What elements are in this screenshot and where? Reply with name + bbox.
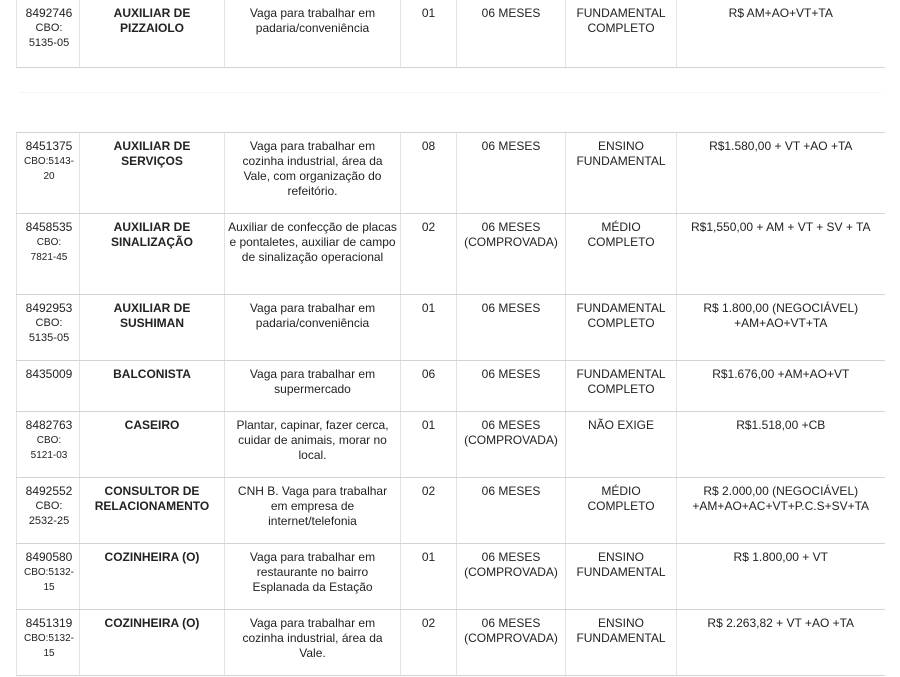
job-title: CONSULTOR DE RELACIONAMENTO	[94, 483, 210, 513]
table-row	[17, 213, 885, 294]
spacer-row	[17, 67, 885, 132]
job-code: 8482763	[25, 417, 73, 432]
job-title-cell	[80, 477, 225, 543]
job-salary: R$1.518,00 +CB	[677, 411, 885, 477]
job-code-cell	[17, 294, 80, 360]
job-code-cell	[17, 543, 80, 609]
job-salary: R$ 1.800,00 + VT	[677, 543, 885, 609]
job-vacancies: 08	[401, 132, 457, 213]
cbo-label: CBO:	[36, 434, 62, 446]
table-row	[17, 0, 885, 67]
job-salary: R$ 2.263,82 + VT +AO +TA	[677, 609, 885, 675]
job-description: Vaga para trabalhar em cozinha industrial, área da Vale, com organização do refeitório.	[225, 132, 401, 213]
cbo-code: 15	[43, 581, 55, 593]
job-description: Plantar, capinar, fazer cerca, cuidar de animais, morar no local.	[225, 411, 401, 477]
job-title-cell	[80, 294, 225, 360]
table-row	[17, 294, 885, 360]
job-salary: R$ 1.800,00 (NEGOCIÁVEL) +AM+AO+VT+TA	[677, 294, 885, 360]
job-description: Vaga para trabalhar em supermercado	[225, 360, 401, 411]
job-code-cell	[17, 411, 80, 477]
table-row	[17, 477, 885, 543]
job-listings-table	[16, 0, 885, 676]
job-title-cell	[80, 213, 225, 294]
job-title: CASEIRO	[124, 417, 180, 432]
job-code: 8490580	[25, 549, 73, 564]
divider	[20, 92, 882, 94]
cbo-code: 20	[43, 170, 55, 182]
job-description: Vaga para trabalhar em cozinha industrial, área da Vale.	[225, 609, 401, 675]
job-salary: R$1.676,00 +AM+AO+VT	[677, 360, 885, 411]
job-vacancies: 02	[401, 213, 457, 294]
job-title-cell	[80, 132, 225, 213]
job-education: ENSINO FUNDAMENTAL	[566, 543, 677, 609]
table-row	[17, 543, 885, 609]
job-education: MÉDIO COMPLETO	[566, 213, 677, 294]
job-code: 8492746	[25, 6, 73, 20]
job-code: 8435009	[25, 366, 73, 381]
cbo-label: CBO:5132-	[23, 632, 75, 644]
job-education: ENSINO FUNDAMENTAL	[566, 132, 677, 213]
job-experience: 06 MESES	[457, 132, 566, 213]
job-experience: 06 MESES	[457, 294, 566, 360]
cbo-code: 7821-45	[30, 251, 68, 263]
cbo-label: CBO:5143-	[23, 155, 75, 167]
job-salary: R$ AM+AO+VT+TA	[677, 0, 885, 67]
cbo-code: 15	[43, 647, 55, 659]
job-title: BALCONISTA	[113, 366, 191, 381]
job-title: AUXILIAR DE SINALIZAÇÃO	[111, 219, 193, 249]
job-vacancies: 01	[401, 294, 457, 360]
job-title: AUXILIAR DE SERVIÇOS	[113, 138, 191, 168]
job-code-cell	[17, 360, 80, 411]
job-code-cell	[17, 213, 80, 294]
job-title: COZINHEIRA (O)	[104, 549, 200, 564]
cbo-code: 5135-05	[28, 331, 70, 344]
job-code-cell	[17, 477, 80, 543]
job-description: Vaga para trabalhar em restaurante no bairro Esplanada da Estação	[225, 543, 401, 609]
job-experience: 06 MESES (COMPROVADA)	[457, 543, 566, 609]
cbo-label: CBO:5132-	[23, 566, 75, 578]
job-code-cell	[17, 609, 80, 675]
job-title: COZINHEIRA (O)	[104, 615, 200, 630]
job-description: Vaga para trabalhar em padaria/conveniência	[225, 294, 401, 360]
job-code: 8492953	[25, 300, 73, 315]
job-education: ENSINO FUNDAMENTAL	[566, 609, 677, 675]
job-vacancies: 02	[401, 609, 457, 675]
job-vacancies: 01	[401, 543, 457, 609]
job-experience: 06 MESES	[457, 477, 566, 543]
job-title-cell	[80, 609, 225, 675]
cbo-label: CBO:	[35, 499, 63, 512]
job-vacancies: 02	[401, 477, 457, 543]
table-row	[17, 609, 885, 675]
cbo-code: 5121-03	[30, 449, 68, 461]
job-title-cell	[80, 411, 225, 477]
job-code-cell	[17, 0, 80, 67]
job-experience: 06 MESES	[457, 0, 566, 67]
job-experience: 06 MESES (COMPROVADA)	[457, 411, 566, 477]
cbo-label: CBO:	[36, 236, 62, 248]
job-title: AUXILIAR DE PIZZAIOLO	[113, 6, 191, 35]
job-title-cell	[80, 543, 225, 609]
job-education: FUNDAMENTAL COMPLETO	[566, 0, 677, 67]
cbo-code: 5135-05	[28, 37, 70, 49]
job-education: MÉDIO COMPLETO	[566, 477, 677, 543]
job-title-cell	[80, 0, 225, 67]
job-salary: R$ 2.000,00 (NEGOCIÁVEL) +AM+AO+AC+VT+P.C.S+SV+TA	[677, 477, 885, 543]
job-title-cell	[80, 360, 225, 411]
table-row	[17, 411, 885, 477]
job-description: Vaga para trabalhar em padaria/conveniência	[225, 0, 401, 67]
job-experience: 06 MESES (COMPROVADA)	[457, 609, 566, 675]
job-title: AUXILIAR DE SUSHIMAN	[113, 300, 191, 330]
job-code: 8451319	[25, 615, 73, 630]
job-description: Auxiliar de confecção de placas e pontaletes, auxiliar de campo de sinalização operacional	[225, 213, 401, 294]
job-vacancies: 01	[401, 0, 457, 67]
job-code-cell	[17, 132, 80, 213]
table-row	[17, 360, 885, 411]
job-vacancies: 01	[401, 411, 457, 477]
job-salary: R$1.580,00 + VT +AO +TA	[677, 132, 885, 213]
spacer-cell	[17, 67, 885, 132]
job-education: FUNDAMENTAL COMPLETO	[566, 360, 677, 411]
job-education: FUNDAMENTAL COMPLETO	[566, 294, 677, 360]
job-code: 8492552	[25, 483, 73, 498]
cbo-label: CBO:	[35, 316, 63, 329]
job-experience: 06 MESES	[457, 360, 566, 411]
cbo-label: CBO:	[35, 22, 63, 34]
job-vacancies: 06	[401, 360, 457, 411]
job-description: CNH B. Vaga para trabalhar em empresa de internet/telefonia	[225, 477, 401, 543]
cbo-code: 2532-25	[28, 514, 70, 527]
job-experience: 06 MESES (COMPROVADA)	[457, 213, 566, 294]
job-code: 8451375	[25, 138, 73, 153]
job-code: 8458535	[25, 219, 73, 234]
job-education: NÃO EXIGE	[566, 411, 677, 477]
table-row	[17, 132, 885, 213]
job-salary: R$1,550,00 + AM + VT + SV + TA	[677, 213, 885, 294]
